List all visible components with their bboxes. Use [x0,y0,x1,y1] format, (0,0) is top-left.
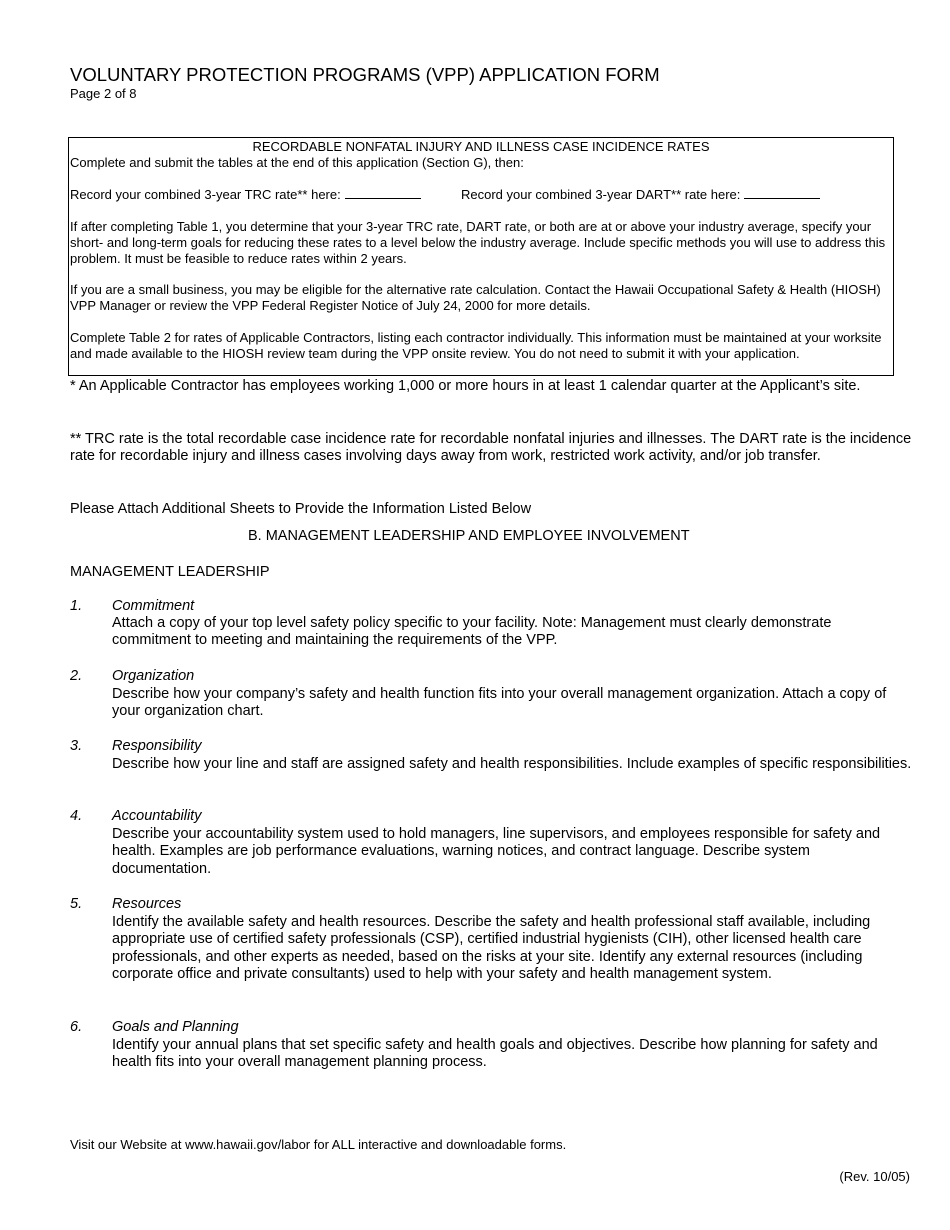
item-text-goals-planning: Identify your annual plans that set specific safety and health goals and objectives. Describe how planning for safety and health fits into your overall management planning process. [112,1037,878,1071]
item-number: 6. [70,1019,83,1035]
incidence-rates-intro: Complete and submit the tables at the end of this application (Section G), then: [70,155,524,170]
trc-rate-blank[interactable] [345,188,421,199]
item-heading-accountability: Accountability [112,808,202,824]
page-number: Page 2 of 8 [70,86,137,101]
dart-rate-label: Record your combined 3-year DART** rate here: [461,187,741,202]
item-text-commitment: Attach a copy of your top level safety policy specific to your facility. Note: Management must clearly demonstrate commitment to meeting and maintaining the requirements of the VPP. [112,615,832,649]
item-text-responsibility: Describe how your line and staff are assigned safety and health responsibilities. Include examples of specific responsibilities. [112,756,912,772]
dart-rate-line [461,187,820,202]
item-text-resources: Identify the available safety and health resources. Describe the safety and health professional staff available, including appropriate use of certified safety professionals (CSP), certified industrial hygienists (CIH), other licensed health care professionals, and other experts as needed, based on the risks at your site. Identify any external resources (including corporate office and private consultants) used to help with your safety and health management system. [112,914,871,982]
rates-paragraph-goals: If after completing Table 1, you determine that your 3-year TRC rate, DART rate, or both are at or above your industry average, specify your short- and long-term goals for reducing these rates to a level below the industry average. Include specific methods you will use to address this problem. It must be feasible to reduce rates within 2 years. [70,219,886,266]
item-number: 2. [70,668,83,684]
trc-rate-label: Record your combined 3-year TRC rate** here: [70,187,341,202]
item-text-organization: Describe how your company’s safety and health function fits into your overall management organization. Attach a copy of your organization chart. [112,686,887,720]
item-heading-organization: Organization [112,668,195,684]
attach-sheets-instruction: Please Attach Additional Sheets to Provide the Information Listed Below [70,501,532,517]
incidence-rates-heading: RECORDABLE NONFATAL INJURY AND ILLNESS CASE INCIDENCE RATES [252,139,710,154]
website-note: Visit our Website at www.hawaii.gov/labor for ALL interactive and downloadable forms. [70,1137,567,1152]
item-heading-commitment: Commitment [112,598,195,614]
rates-paragraph-contractors: Complete Table 2 for rates of Applicable Contractors, listing each contractor individually. This information must be maintained at your worksite and made available to the HIOSH review team during the VPP onsite review. You do not need to submit it with your application. [70,330,882,361]
item-heading-goals-planning: Goals and Planning [112,1019,239,1035]
item-number: 3. [70,738,83,754]
management-leadership-subtitle: MANAGEMENT LEADERSHIP [70,564,270,580]
item-heading-resources: Resources [112,896,182,912]
section-b-title: B. MANAGEMENT LEADERSHIP AND EMPLOYEE INVOLVEMENT [248,528,690,544]
form-title: VOLUNTARY PROTECTION PROGRAMS (VPP) APPLICATION FORM [70,64,660,85]
revision-label: (Rev. 10/05) [839,1169,910,1184]
item-number: 5. [70,896,83,912]
item-text-accountability: Describe your accountability system used to hold managers, line supervisors, and employees responsible for safety and health. Examples are job performance evaluations, warning notices, and contract language. Describe system documentation. [112,826,881,877]
item-number: 1. [70,598,83,614]
rates-paragraph-small-business: If you are a small business, you may be eligible for the alternative rate calculation. Contact the Hawaii Occupational Safety & Health (HIOSH) VPP Manager or review the VPP Federal Register Notice of July 24, 2000 for more details. [70,282,881,313]
item-number: 4. [70,808,83,824]
dart-rate-blank[interactable] [744,188,820,199]
trc-dart-definition-note: ** TRC rate is the total recordable case incidence rate for recordable nonfatal injuries and illnesses. The DART rate is the incidence rate for recordable injury and illness cases involving days away from work, restricted work activity, and/or job transfer. [70,431,912,464]
applicable-contractor-note: * An Applicable Contractor has employees working 1,000 or more hours in at least 1 calendar quarter at the Applicant’s site. [70,378,861,394]
item-heading-responsibility: Responsibility [112,738,202,754]
incidence-rates-box [68,137,894,376]
